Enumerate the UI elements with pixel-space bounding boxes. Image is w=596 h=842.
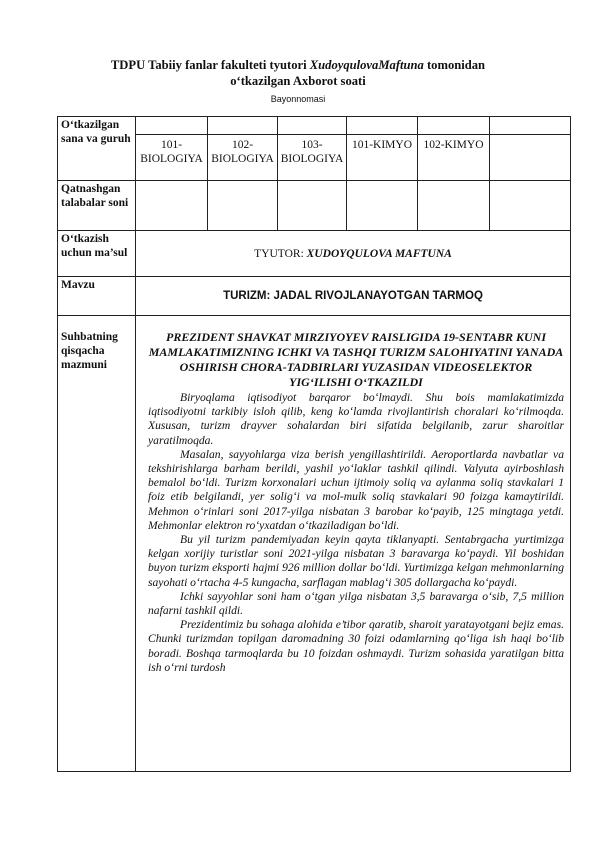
empty-cell: [490, 117, 571, 135]
tutor-prefix: TYUTOR:: [254, 247, 307, 260]
header-line-2: o‘tkazilgan Axborot soati: [230, 74, 366, 88]
content-cell: [136, 316, 571, 772]
empty-cell: [418, 181, 490, 231]
row-label-content: Suhbatning qisqacha mazmuni: [58, 316, 136, 772]
empty-cell: [278, 117, 347, 135]
row-label-attendance: Qatnashgan talabalar soni: [58, 181, 136, 231]
empty-cell: [418, 117, 490, 135]
empty-cell: [490, 181, 571, 231]
row-label-responsible: O‘tkazish uchun ma’sul: [58, 231, 136, 277]
empty-cell: [278, 181, 347, 231]
document-header: [0, 57, 596, 104]
table-row-responsible: [58, 231, 571, 277]
empty-cell: [136, 117, 208, 135]
empty-cell: [208, 117, 278, 135]
header-line-1: [0, 57, 596, 73]
group-cell: 101-KIMYO: [347, 135, 418, 181]
empty-cell: [208, 181, 278, 231]
report-table: [57, 116, 571, 772]
empty-cell: [490, 135, 571, 181]
group-cell: 101-BIOLOGIYA: [136, 135, 208, 181]
table-row-groups: [58, 117, 571, 135]
group-cell: 103-BIOLOGIYA: [278, 135, 347, 181]
content-paragraph: Prezidentimiz bu sohaga alohida e’tibor qaratib, sharoit yaratayotgani bejiz emas. Chunki turizmdan topilgan daromadning 30 foizi odamlarning qo‘liga ish haqi bo‘lib boradi. Boshqa tarmoqlarda bu 10 foizdan oshmaydi. Turizm sohasida yaratilgan bitta ish o‘rni turdosh: [148, 618, 564, 674]
row-label-topic: Mavzu: [58, 277, 136, 316]
content-paragraph: Biryoqlama iqtisodiyot barqaror bo‘lmaydi. Shu bois mamlakatimizda iqtisodiyotni tarkibiy isloh qilib, keng ko‘lamda rivojlantirish choralari ko‘rilmoqda. Xususan, turizm drayver sohalardan biri sifatida belgilanib, zarur sharoitlar yaratilmoqda.: [148, 391, 564, 447]
topic-title: TURIZM: JADAL RIVOJLANAYOTGAN TARMOQ: [136, 277, 571, 316]
content-title: PREZIDENT SHAVKAT MIRZIYOYEV RAISLIGIDA 19-SENTABR KUNI MAMLAKATIMIZNING ICHKI VA TASHQI TURIZM SALOHIYATINI YANADA OSHIRISH CHORA-TADBIRLARI YUZASIDAN VIDEOSELEKTOR YIG‘ILISHI O‘TKAZILDI: [148, 330, 564, 389]
table-row-content: [58, 316, 571, 772]
table-row-attendance: [58, 181, 571, 231]
empty-cell: [347, 181, 418, 231]
content-paragraph: Bu yil turizm pandemiyadan keyin qayta tiklanyapti. Sentabrgacha yurtimizga kelgan xorijiy turistlar soni 2021-yilga nisbatan 3 baravarga ko‘paydi. Yil boshidan buyon turizm eksporti hajmi 926 million dollar bo‘ldi. Yurtimizga kelgan mehmonlarning sayohati o‘rtacha 4-5 kungacha, sarflagan mablag‘i 305 dollargacha ko‘paydi.: [148, 533, 564, 589]
content-paragraph: Ichki sayyohlar soni ham o‘tgan yilga nisbatan 3,5 baravarga o‘sib, 7,5 million nafarni tashkil qildi.: [148, 589, 564, 618]
content-paragraph: Masalan, sayyohlarga viza berish yengillashtirildi. Aeroportlarda navbatlar va tekshirishlarga barham berildi, yashil yo‘laklar tashkil qilindi. Valyuta ayirboshlash bemalol bo‘ldi. Turizm korxonalari uchun ijtimoiy soliq va aylanma soliq stavkalari 1 foiz etib belgilandi, yer solig‘i va mol-mulk soliq stavkalari 90 foizga kamaytirildi. Mehmon o‘rinlari soni 2017-yilga nisbatan 3 barobar ko‘payib, 125 mingtaga yetdi. Mehmonlar elektron ro‘yxatdan o‘tkaziladigan bo‘ldi.: [148, 447, 564, 532]
group-cell: 102-KIMYO: [418, 135, 490, 181]
responsible-tutor: [136, 231, 571, 277]
empty-cell: [136, 181, 208, 231]
empty-cell: [347, 117, 418, 135]
tutor-name-header: XudoyqulovaMaftuna: [309, 58, 424, 72]
row-label-date-group: O‘tkazilgan sana va guruh: [58, 117, 136, 181]
header-org: TDPU Tabiiy fanlar fakulteti tyutori: [110, 58, 310, 72]
group-cell: 102-BIOLOGIYA: [208, 135, 278, 181]
header-subtitle: Bayonnomasi: [270, 94, 326, 104]
header-org-suffix: tomonidan: [423, 58, 486, 72]
tutor-name: XUDOYQULOVA MAFTUNA: [306, 247, 452, 260]
table-row-topic: [58, 277, 571, 316]
